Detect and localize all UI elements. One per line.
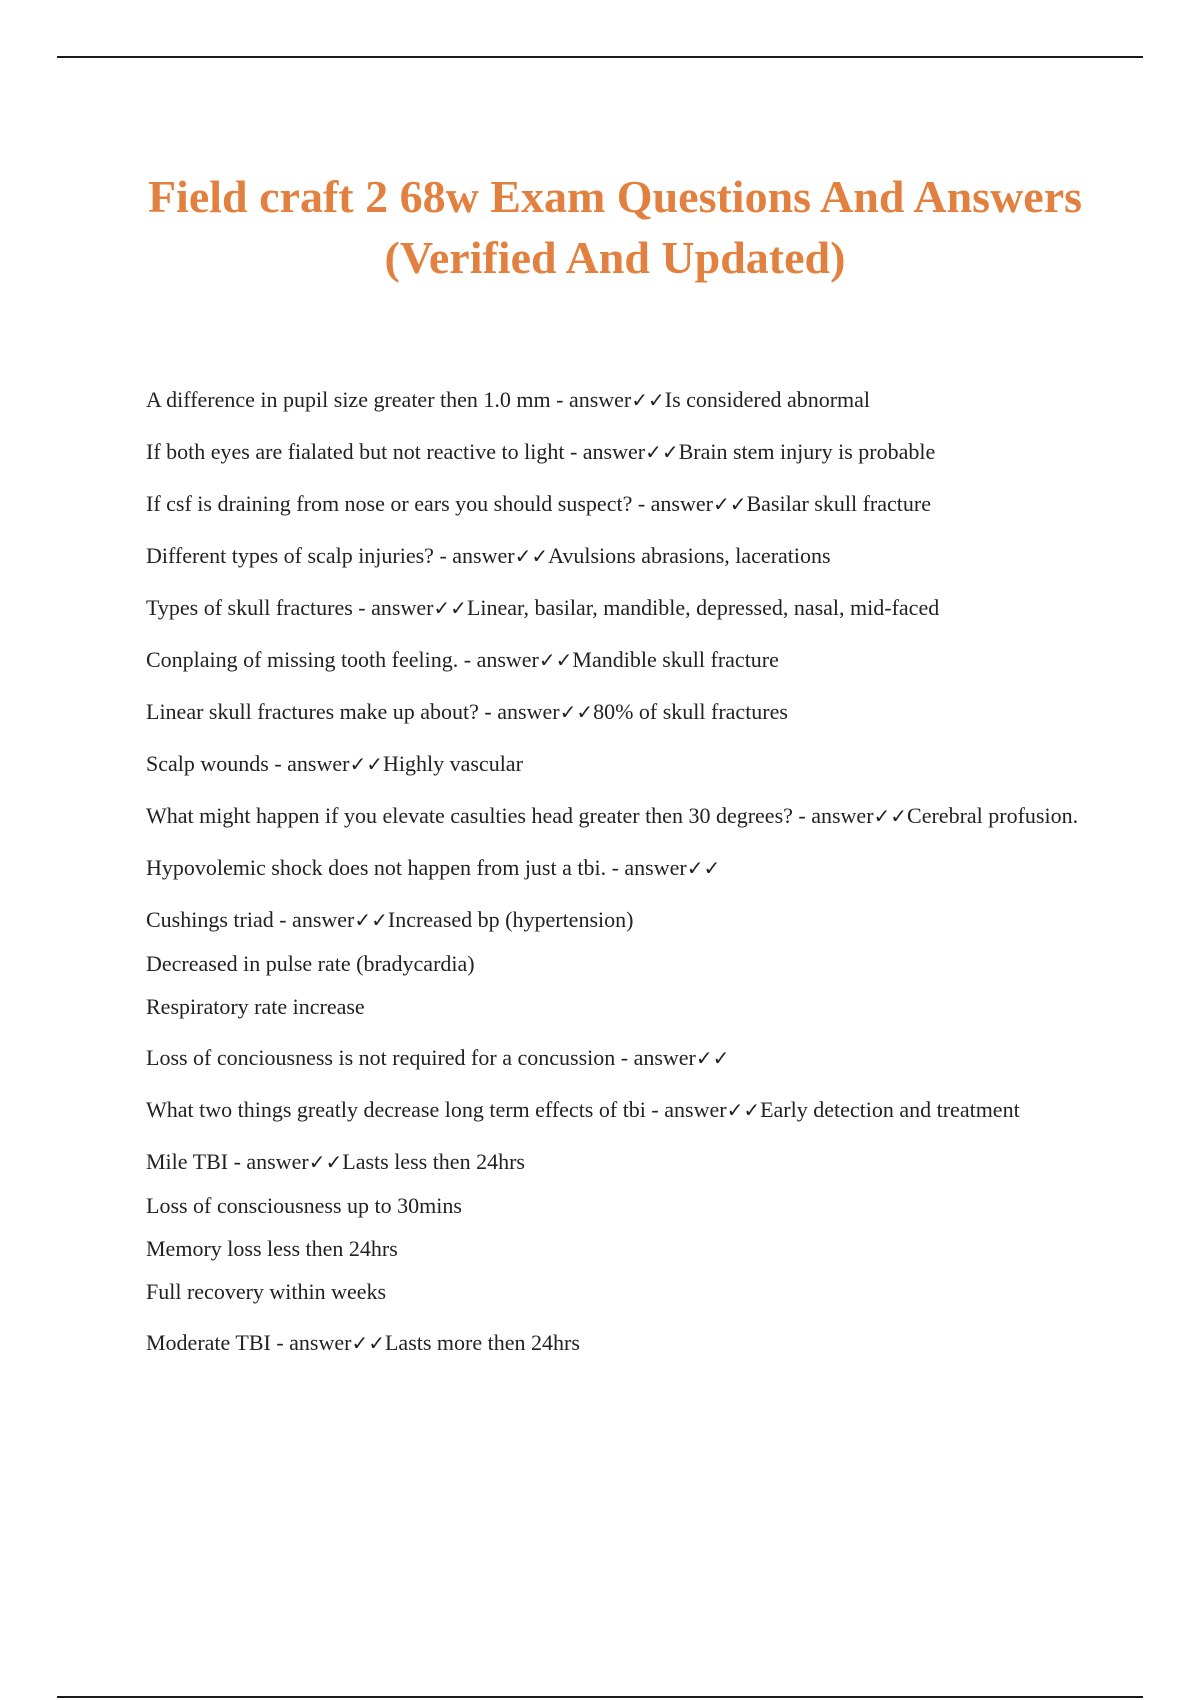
question-text: A difference in pupil size greater then 1.0 mm - answer [146,387,632,412]
qa-entry [146,592,1090,624]
question-text: Types of skull fractures - answer [146,595,434,620]
check-marks-icon: ✓✓ [514,544,549,568]
check-marks-icon: ✓✓ [645,440,679,464]
qa-entry [146,696,1090,728]
footer-rule [57,1696,1143,1698]
check-marks-icon: ✓✓ [559,700,594,724]
answer-text: Basilar skull fracture [746,491,931,516]
qa-continuation [146,948,1090,979]
check-marks-icon: ✓✓ [538,648,573,672]
check-marks-icon: ✓✓ [308,1150,343,1174]
qa-continuation [146,991,1090,1022]
question-text: Linear skull fractures make up about? - answer [146,699,560,724]
answer-text: Is considered abnormal [664,387,871,412]
qa-continuation [146,1190,1090,1221]
question-text: Hypovolemic shock does not happen from just a tbi. - answer [146,855,687,880]
answer-text: Increased bp (hypertension) [387,907,634,932]
document-title: Field craft 2 68w Exam Questions And Answers (Verified And Updated) [147,171,1083,283]
question-text: Cushings triad - answer [146,907,355,932]
answer-text: Brain stem injury is probable [678,439,936,464]
qa-entry [146,904,1090,936]
qa-entry [146,1094,1090,1126]
check-marks-icon: ✓✓ [686,856,721,880]
answer-text: Lasts more then 24hrs [384,1330,580,1355]
qa-list [146,384,1090,1379]
qa-continuation [146,1276,1090,1307]
check-marks-icon: ✓✓ [873,804,908,828]
answer-text: Memory loss less then 24hrs [146,1236,398,1261]
check-marks-icon: ✓✓ [695,1046,730,1070]
question-text: Moderate TBI - answer [146,1330,352,1355]
answer-text: Full recovery within weeks [146,1279,387,1304]
question-text: If csf is draining from nose or ears you should suspect? - answer [146,491,713,516]
qa-entry [146,1146,1090,1178]
check-marks-icon: ✓✓ [433,596,467,620]
answer-text: Respiratory rate increase [146,994,365,1019]
question-text: Different types of scalp injuries? - answer [146,543,515,568]
qa-entry [146,540,1090,572]
check-marks-icon: ✓✓ [354,908,388,932]
answer-text: 80% of skull fractures [593,699,788,724]
question-text: Mile TBI - answer [146,1149,309,1174]
qa-entry [146,488,1090,520]
check-marks-icon: ✓✓ [712,492,747,516]
answer-text: Cerebral profusion. [907,803,1079,828]
qa-entry [146,748,1090,780]
answer-text: Decreased in pulse rate (bradycardia) [146,951,475,976]
question-text: What two things greatly decrease long term effects of tbi - answer [146,1097,727,1122]
qa-entry [146,436,1090,468]
qa-entry [146,1042,1090,1074]
answer-text: Loss of consciousness up to 30mins [146,1193,462,1218]
qa-continuation [146,1233,1090,1264]
qa-entry [146,1327,1090,1359]
question-text: Scalp wounds - answer [146,751,350,776]
answer-text: Highly vascular [382,751,523,776]
question-text: What might happen if you elevate casulties head greater then 30 degrees? - answer [146,803,874,828]
qa-entry [146,800,1090,832]
answer-text: Linear, basilar, mandible, depressed, nasal, mid-faced [466,595,940,620]
answer-text: Early detection and treatment [760,1097,1020,1122]
qa-entry [146,644,1090,676]
question-text: Loss of conciousness is not required for a concussion - answer [146,1045,696,1070]
question-text: Conplaing of missing tooth feeling. - answer [146,647,539,672]
check-marks-icon: ✓✓ [349,752,383,776]
question-text: If both eyes are fialated but not reactive to light - answer [146,439,646,464]
qa-entry [146,852,1090,884]
answer-text: Mandible skull fracture [572,647,779,672]
header-rule [57,56,1143,58]
check-marks-icon: ✓✓ [726,1098,761,1122]
qa-entry [146,384,1090,416]
check-marks-icon: ✓✓ [631,388,665,412]
answer-text: Avulsions abrasions, lacerations [548,543,831,568]
answer-text: Lasts less then 24hrs [342,1149,525,1174]
check-marks-icon: ✓✓ [351,1331,385,1355]
